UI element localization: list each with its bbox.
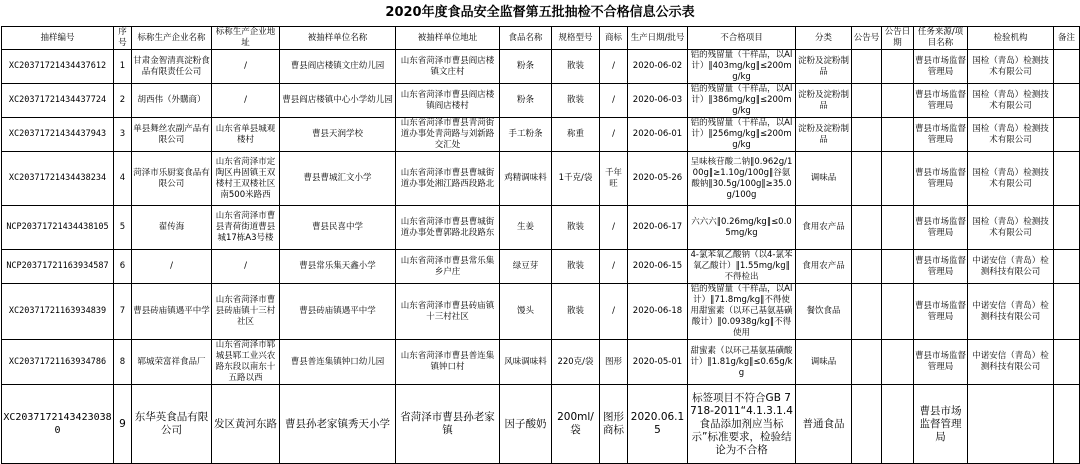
lab-cell: 中诺安信（青岛）检测科技有限公司 [968, 340, 1054, 385]
task-source-cell: 曹县市场监督管理局 [914, 340, 968, 385]
header-cell: 检验机构 [968, 27, 1054, 50]
sample-code-cell: XC20371721434437612 [2, 50, 114, 84]
table-row [2, 50, 1080, 84]
task-source-cell: 曹县市场监督管理局 [914, 206, 968, 250]
production-date-cell: 2020.06.15 [628, 385, 688, 464]
notice-no-cell [852, 284, 882, 340]
spec-cell: 称重 [552, 118, 600, 152]
production-date-cell: 2020-05-01 [628, 340, 688, 385]
production-date-cell: 2020-06-18 [628, 284, 688, 340]
sample-code-cell: XC20371721434437943 [2, 118, 114, 152]
brand-cell: / [600, 250, 628, 284]
food-name-cell: 粉条 [500, 84, 552, 118]
serial-no-cell: 7 [114, 284, 132, 340]
notice-no-cell [852, 206, 882, 250]
category-cell: 调味品 [796, 340, 852, 385]
task-source-cell: 曹县市场监督管理局 [914, 50, 968, 84]
brand-cell: 图形商标 [600, 385, 628, 464]
sample-code-cell: XC20371721163934786 [2, 340, 114, 385]
food-name-cell: 手工粉条 [500, 118, 552, 152]
serial-no-cell: 3 [114, 118, 132, 152]
remark-cell [1054, 118, 1080, 152]
remark-cell [1054, 340, 1080, 385]
remark-cell [1054, 284, 1080, 340]
food-name-cell: 馒头 [500, 284, 552, 340]
notice-date-cell [882, 50, 914, 84]
food-name-cell: 因子酸奶 [500, 385, 552, 464]
lab-cell: 国检（青岛）检测技术有限公司 [968, 118, 1054, 152]
task-source-cell: 曹县市场监督管理局 [914, 284, 968, 340]
sampled-unit-address-cell: 山东省菏泽市曹县普连集镇钟口村 [396, 340, 500, 385]
maker-address-cell: 发区黄河东路 [212, 385, 280, 464]
table-row [2, 385, 1080, 464]
remark-cell [1054, 385, 1080, 464]
category-cell: 淀粉及淀粉制品 [796, 84, 852, 118]
header-cell: 抽样编号 [2, 27, 114, 50]
task-source-cell: 曹县市场监督管理局 [914, 250, 968, 284]
table-row [2, 118, 1080, 152]
header-cell: 规格型号 [552, 27, 600, 50]
task-source-cell: 曹县市场监督管理局 [914, 84, 968, 118]
notice-date-cell [882, 84, 914, 118]
sampled-unit-address-cell: 山东省菏泽市曹县曹城街道办事处湘江路西段路北 [396, 152, 500, 206]
production-date-cell: 2020-06-15 [628, 250, 688, 284]
failed-item-cell: 4-氯苯氧乙酸钠（以4-氯苯氧乙酸计）‖1.55mg/kg‖不得检出 [688, 250, 796, 284]
header-cell: 被抽样单位名称 [280, 27, 396, 50]
production-date-cell: 2020-06-01 [628, 118, 688, 152]
category-cell: 食用农产品 [796, 250, 852, 284]
notice-no-cell [852, 340, 882, 385]
sampled-unit-address-cell: 山东省菏泽市曹县常乐集乡户庄 [396, 250, 500, 284]
brand-cell: / [600, 284, 628, 340]
spec-cell: 散装 [552, 84, 600, 118]
remark-cell [1054, 152, 1080, 206]
sampled-unit-cell: 曹县常乐集天鑫小学 [280, 250, 396, 284]
food-name-cell: 粉条 [500, 50, 552, 84]
nonconformity-table [1, 26, 1080, 464]
spec-cell: 散装 [552, 206, 600, 250]
sampled-unit-address-cell: 山东省菏泽市曹县砖庙镇十三村社区 [396, 284, 500, 340]
food-name-cell: 风味调味料 [500, 340, 552, 385]
brand-cell: / [600, 206, 628, 250]
failed-item-cell: 铝的残留量（干样品，以Al计）‖256mg/kg‖≤200mg/kg [688, 118, 796, 152]
maker-name-cell: 曹县砖庙镇遇平中学 [132, 284, 212, 340]
maker-address-cell: 山东省菏泽市曹县青荷街道曹县城17栋A3号楼 [212, 206, 280, 250]
maker-name-cell: 胡西伟（外購商） [132, 84, 212, 118]
brand-cell: / [600, 84, 628, 118]
failed-item-cell: 甜蜜素（以环己基氨基磺酸计）‖1.81g/kg‖≤0.65g/kg [688, 340, 796, 385]
sampled-unit-address-cell: 山东省菏泽市曹县阎店楼镇阎店楼村 [396, 84, 500, 118]
maker-address-cell: 山东省菏泽市曹县砖庙镇十三村社区 [212, 284, 280, 340]
remark-cell [1054, 84, 1080, 118]
category-cell: 淀粉及淀粉制品 [796, 50, 852, 84]
category-cell: 食用农产品 [796, 206, 852, 250]
sampled-unit-cell: 曹县阎店楼镇中心小学幼儿园 [280, 84, 396, 118]
remark-cell [1054, 206, 1080, 250]
failed-item-cell: 铝的残留量（干样品，以Al计）‖386mg/kg‖≤200mg/kg [688, 84, 796, 118]
maker-name-cell: 翟传海 [132, 206, 212, 250]
spec-cell: 散装 [552, 50, 600, 84]
lab-cell: 中诺安信（青岛）检测科技有限公司 [968, 250, 1054, 284]
notice-date-cell [882, 118, 914, 152]
header-cell: 序号 [114, 27, 132, 50]
table-row [2, 206, 1080, 250]
serial-no-cell: 9 [114, 385, 132, 464]
serial-no-cell: 6 [114, 250, 132, 284]
failed-item-cell: 六六六‖0.26mg/kg‖≤0.05mg/kg [688, 206, 796, 250]
lab-cell: 国检（青岛）检测技术有限公司 [968, 50, 1054, 84]
lab-cell: 中诺安信（青岛）检测科技有限公司 [968, 284, 1054, 340]
serial-no-cell: 8 [114, 340, 132, 385]
header-cell: 生产日期/批号 [628, 27, 688, 50]
sampled-unit-address-cell: 省菏泽市曹县孙老家镇 [396, 385, 500, 464]
notice-date-cell [882, 152, 914, 206]
notice-date-cell [882, 206, 914, 250]
category-cell: 普通食品 [796, 385, 852, 464]
sample-code-cell: XC20371721434230380 [2, 385, 114, 464]
header-cell: 任务来源/项目名称 [914, 27, 968, 50]
notice-date-cell [882, 385, 914, 464]
maker-name-cell: 单县舞丝农副产品有限公司 [132, 118, 212, 152]
maker-address-cell: 山东省菏泽市定陶区冉固镇王双楼村王双楼社区南500米路西 [212, 152, 280, 206]
production-date-cell: 2020-06-17 [628, 206, 688, 250]
sampled-unit-cell: 曹县砖庙镇遇平中学 [280, 284, 396, 340]
failed-item-cell: 标签项目不符合GB 7718-2011“4.1.3.1.4 食品添加剂应当标示”标准要求，检验结论为不合格 [688, 385, 796, 464]
sampled-unit-cell: 曹县天润学校 [280, 118, 396, 152]
notice-date-cell [882, 284, 914, 340]
sample-code-cell: XC20371721434437724 [2, 84, 114, 118]
header-cell: 公告日期 [882, 27, 914, 50]
table-row [2, 340, 1080, 385]
food-name-cell: 生姜 [500, 206, 552, 250]
sampled-unit-cell: 曹县孙老家镇秀天小学 [280, 385, 396, 464]
lab-cell [968, 385, 1054, 464]
notice-no-cell [852, 84, 882, 118]
brand-cell: / [600, 118, 628, 152]
header-cell: 商标 [600, 27, 628, 50]
maker-name-cell: 菏泽市乐厨宴食品有限公司 [132, 152, 212, 206]
sampled-unit-cell: 曹县曹城汇文小学 [280, 152, 396, 206]
maker-address-cell: / [212, 50, 280, 84]
spec-cell: 1千克/袋 [552, 152, 600, 206]
header-cell: 公告号 [852, 27, 882, 50]
header-row [2, 27, 1080, 50]
maker-address-cell: 山东省单县城观楼村 [212, 118, 280, 152]
notice-no-cell [852, 152, 882, 206]
brand-cell: / [600, 50, 628, 84]
header-cell: 备注 [1054, 27, 1080, 50]
table-body [2, 50, 1080, 464]
notice-no-cell [852, 250, 882, 284]
category-cell: 餐饮食品 [796, 284, 852, 340]
production-date-cell: 2020-05-26 [628, 152, 688, 206]
maker-name-cell: 甘肃金智清真淀粉食品有限责任公司 [132, 50, 212, 84]
serial-no-cell: 1 [114, 50, 132, 84]
serial-no-cell: 5 [114, 206, 132, 250]
table-row [2, 152, 1080, 206]
lab-cell: 国检（青岛）检测技术有限公司 [968, 152, 1054, 206]
serial-no-cell: 4 [114, 152, 132, 206]
task-source-cell: 曹县市场监督管理局 [914, 152, 968, 206]
notice-no-cell [852, 385, 882, 464]
header-cell: 被抽样单位地址 [396, 27, 500, 50]
sampled-unit-cell: 曹县阎店楼镇文庄幼儿园 [280, 50, 396, 84]
table-row [2, 250, 1080, 284]
sampled-unit-cell: 曹县民喜中学 [280, 206, 396, 250]
notice-date-cell [882, 340, 914, 385]
maker-name-cell: 东华英食品有限公司 [132, 385, 212, 464]
header-cell: 不合格项目 [688, 27, 796, 50]
notice-no-cell [852, 118, 882, 152]
sample-code-cell: NCP20371721434438105 [2, 206, 114, 250]
brand-cell: 图形 [600, 340, 628, 385]
category-cell: 调味品 [796, 152, 852, 206]
sampled-unit-address-cell: 山东省菏泽市曹县曹城街道办事处曹郭路北段路东 [396, 206, 500, 250]
maker-name-cell: / [132, 250, 212, 284]
brand-cell: 千年旺 [600, 152, 628, 206]
production-date-cell: 2020-06-02 [628, 50, 688, 84]
table-title: 2020年度食品安全监督第五批抽检不合格信息公示表 [385, 5, 695, 20]
sample-code-cell: NCP20371721163934587 [2, 250, 114, 284]
sample-code-cell: XC20371721434438234 [2, 152, 114, 206]
notice-date-cell [882, 250, 914, 284]
sample-code-cell: XC20371721163934839 [2, 284, 114, 340]
sampled-unit-cell: 曹县普连集镇钟口幼儿园 [280, 340, 396, 385]
spec-cell: 200ml/袋 [552, 385, 600, 464]
lab-cell: 国检（青岛）检测技术有限公司 [968, 84, 1054, 118]
food-name-cell: 绿豆芽 [500, 250, 552, 284]
table-row [2, 84, 1080, 118]
header-cell: 标称生产企业地址 [212, 27, 280, 50]
production-date-cell: 2020-06-03 [628, 84, 688, 118]
task-source-cell: 曹县市场监督管理局 [914, 118, 968, 152]
failed-item-cell: 铝的残留量（干样品，以Al计）‖71.8mg/kg‖不得使用甜蜜素（以环己基氨基磺酸计）‖0.0938g/kg‖不得使用 [688, 284, 796, 340]
sampled-unit-address-cell: 山东省菏泽市曹县青菏街道办事处青菏路与刘新路交汇处 [396, 118, 500, 152]
sampled-unit-address-cell: 山东省菏泽市曹县阎店楼镇文庄村 [396, 50, 500, 84]
spec-cell: 散装 [552, 284, 600, 340]
maker-name-cell: 郓城荣富祥食品厂 [132, 340, 212, 385]
remark-cell [1054, 50, 1080, 84]
maker-address-cell: / [212, 250, 280, 284]
remark-cell [1054, 250, 1080, 284]
notice-no-cell [852, 50, 882, 84]
category-cell: 淀粉及淀粉制品 [796, 118, 852, 152]
table-row [2, 284, 1080, 340]
maker-address-cell: 山东省菏泽市郓城县郓工业兴农路东段以南东十五路以西 [212, 340, 280, 385]
header-cell: 分类 [796, 27, 852, 50]
failed-item-cell: 呈味核苷酸二钠‖0.962g/100g‖≥1.10g/100g‖谷氨酸钠‖30.5g/100g‖≥35.0g/100g [688, 152, 796, 206]
task-source-cell: 曹县市场监督管理局 [914, 385, 968, 464]
failed-item-cell: 铝的残留量（干样品，以Al计）‖403mg/kg‖≤200mg/kg [688, 50, 796, 84]
spec-cell: 220克/袋 [552, 340, 600, 385]
header-cell: 标称生产企业名称 [132, 27, 212, 50]
food-name-cell: 鸡精调味料 [500, 152, 552, 206]
lab-cell: 国检（青岛）检测技术有限公司 [968, 206, 1054, 250]
serial-no-cell: 2 [114, 84, 132, 118]
header-cell: 食品名称 [500, 27, 552, 50]
maker-address-cell: / [212, 84, 280, 118]
spec-cell: 散装 [552, 250, 600, 284]
